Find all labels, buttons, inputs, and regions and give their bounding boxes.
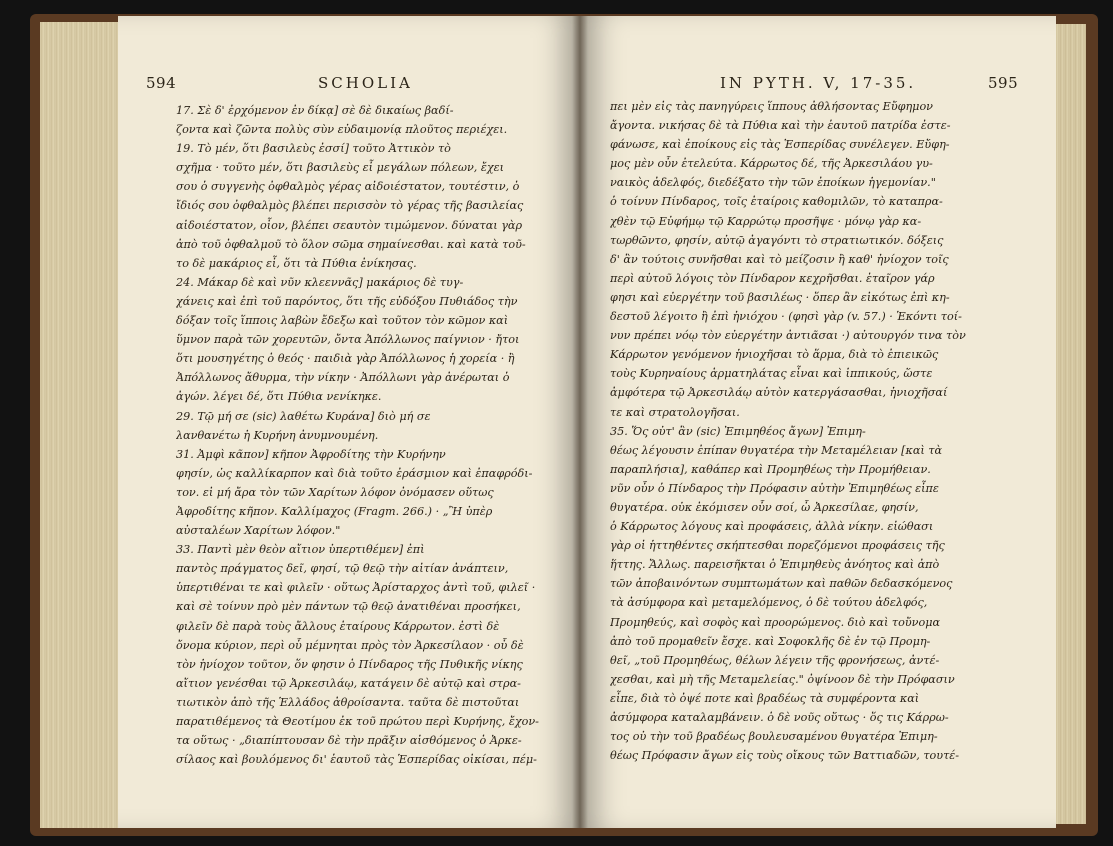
text-line: φησίν, ὡς καλλίκαρπον καὶ διὰ τοῦτο ἐράσμιον καὶ ἐπαφρόδι-	[176, 466, 533, 480]
text-line: ὅτι μουσηγέτης ὁ θεός · παιδιὰ γὰρ Ἀπόλλωνος ἡ χορεία · ἢ	[176, 352, 515, 366]
text-line: γὰρ οἱ ἡττηθέντες σκήπτεσθαι πορεζόμενοι προφάσεις τῆς	[610, 539, 945, 553]
page-edges-left	[40, 22, 122, 828]
text-line: παραπλήσια], καθάπερ καὶ Προμηθέως τὴν Προμήθειαν.	[610, 462, 931, 476]
text-line: πει μὲν εἰς τὰς πανηγύρεις ἵππους ἀθλήσοντας Εὔφημον	[610, 100, 933, 113]
text-line: ζοντα καὶ ζῶντα πολὺς σὺν εὐδαιμονίᾳ πλοῦτος περιέχει.	[176, 123, 508, 137]
text-line: θεῖ, „τοῦ Προμηθέως, θέλων λέγειν τῆς φρονήσεως, ἀντέ-	[610, 653, 940, 667]
text-line: φιλεῖν δὲ παρὰ τοὺς ἄλλους ἑταίρους Κάρρωτον. ἐστὶ δὲ	[176, 619, 500, 633]
text-line: αἰδοιέστατον, οἷον, βλέπει σεαυτὸν τιμώμενον. δύναται γὰρ	[176, 218, 523, 232]
text-line: Κάρρωτον γενόμενον ἡνιοχῆσαι τὸ ἅρμα, διὰ τὸ ἐπιεικῶς	[610, 348, 939, 362]
text-line: ὁ τοίνυν Πίνδαρος, τοῖς ἑταίροις καθομιλῶν, τὸ καταπρα-	[610, 195, 943, 209]
right-page	[580, 16, 1056, 828]
text-line: τὸν ἡνίοχον τοῦτον, ὅν φησιν ὁ Πίνδαρος τῆς Πυθικῆς νίκης	[176, 657, 523, 671]
text-line: 33. Παντὶ μὲν θεὸν αἴτιον ὑπερτιθέμεν] ἐπὶ	[176, 543, 425, 557]
text-line: παρατιθέμενος τὰ Θεοτίμου ἐκ τοῦ πρώτου περὶ Κυρήνης, ἔχον-	[176, 715, 539, 728]
right-page-number: 595	[988, 74, 1019, 92]
text-line: 24. Μάκαρ δὲ καὶ νῦν κλεεννᾶς] μακάριος δὲ τυγ-	[176, 275, 464, 289]
book-gutter	[572, 16, 588, 828]
text-line: θέως λέγουσιν ἐπίπαν θυγατέρα τὴν Μεταμέλειαν [καὶ τὰ	[610, 443, 943, 457]
left-page-number: 594	[146, 74, 177, 92]
text-line: 17. Σὲ δ' ἐρχόμενον ἐν δίκᾳ] σὲ δὲ δικαίως βαδί-	[176, 104, 454, 117]
text-line: χάνεις καὶ ἐπὶ τοῦ παρόντος, ὅτι τῆς εὐδόξου Πυθιάδος τὴν	[176, 294, 518, 308]
text-line: ἀπὸ τοῦ ὀφθαλμοῦ τὸ ὅλον σῶμα σημαίνεσθαι. καὶ κατὰ τοῦ-	[176, 237, 526, 251]
page-edges-right	[1054, 24, 1086, 824]
text-line: δόξαν τοῖς ἵπποις λαβὼν ἔδεξω καὶ τοῦτον τὸν κῶμον καὶ	[176, 314, 509, 328]
text-line: νῦν οὖν ὁ Πίνδαρος τὴν Πρόφασιν αὐτὴν Ἐπιμηθέως εἶπε	[610, 481, 939, 495]
left-running-title: SCHOLIA	[318, 74, 413, 92]
left-page-text	[176, 101, 568, 769]
text-line: τῶν ἀποβαινόντων συμπτωμάτων καὶ παθῶν δεδασκόμενος	[610, 577, 953, 591]
text-line: το δὲ μακάριος εἶ, ὅτι τὰ Πύθια ἐνίκησας.	[176, 256, 417, 270]
text-line: θυγατέρα. οὐκ ἐκόμισεν οὖν σοί, ὦ Ἀρκεσίλαε, φησίν,	[610, 500, 919, 514]
text-line: αἴτιον γενέσθαι τῷ Ἀρκεσιλάῳ, κατάγειν δὲ αὐτῷ καὶ στρα-	[176, 676, 521, 690]
text-line: δ' ἂν τούτοις συνῆσθαι καὶ τὸ μείζοσιν ἢ καθ' ἡνίοχον τοῖς	[610, 252, 949, 266]
text-line: ἥττης. Ἄλλως. παρεισῆκται ὁ Ἐπιμηθεὺς ἀνόητος καὶ ἀπὸ	[610, 558, 940, 572]
text-line: ὑπερτιθέναι τε καὶ φιλεῖν · οὕτως Ἀρίσταρχος ἀντὶ τοῦ, φιλεῖ ·	[176, 581, 536, 595]
text-line: χεσθαι, καὶ μὴ τῆς Μεταμελείας." ὀψίνοον δὲ τὴν Πρόφασιν	[610, 672, 955, 686]
text-line: παντὸς πράγματος δεῖ, φησί, τῷ θεῷ τὴν αἰτίαν ἀνάπτειν,	[176, 562, 509, 576]
text-line: ἀγών. λέγει δέ, ὅτι Πύθια νενίκηκε.	[176, 390, 382, 404]
right-running-title: IN PYTH. V, 17-35.	[720, 74, 917, 92]
text-line: τε καὶ στρατολογῆσαι.	[610, 405, 740, 419]
text-line: ἀμφότερα τῷ Ἀρκεσιλάῳ αὐτὸν κατεργάσασθαι, ἡνιοχῆσαί	[610, 386, 948, 400]
text-line: τον. εἰ μή ἄρα τὸν τῶν Χαρίτων λόφον ὀνόμασεν οὕτως	[176, 485, 494, 499]
text-line: ὕμνον παρὰ τῶν χορευτῶν, ὄντα Ἀπόλλωνος παίγνιον · ἤτοι	[176, 333, 520, 347]
text-line: ὁ Κάρρωτος λόγους καὶ προφάσεις, ἀλλὰ νίκην. εἰώθασι	[610, 520, 934, 534]
text-line: περὶ αὐτοῦ λόγοις τὸν Πίνδαρον κεχρῆσθαι. ἑταῖρον γάρ	[610, 271, 935, 285]
text-line: 29. Τῷ μή σε (sic) λαθέτω Κυράνα] διὸ μή σε	[176, 409, 431, 423]
text-line: ναικὸς ἀδελφός, διεδέξατο τὴν τῶν ἐποίκων ἡγεμονίαν."	[610, 176, 936, 190]
text-line: τωρθῶντο, φησίν, αὐτῷ ἀγαγόντι τὸ στρατιωτικόν. δόξεις	[610, 233, 944, 247]
text-line: ὄνομα κύριον, περὶ οὗ μέμνηται πρὸς τὸν Ἀρκεσίλαον · οὗ δὲ	[176, 638, 524, 652]
text-line: σχῆμα · τοῦτο μέν, ὅτι βασιλεὺς εἶ μεγάλων πόλεων, ἔχει	[176, 161, 505, 175]
text-line: φησι καὶ εὐεργέτην τοῦ βασιλέως · ὅπερ ἂν εἰκότως ἐπὶ κη-	[610, 290, 950, 304]
text-line: Προμηθεύς, καὶ σοφὸς καὶ προορώμενος. διὸ καὶ τοὔνομα	[610, 615, 941, 629]
text-line: ἀπὸ τοῦ προμαθεῖν ἔσχε. καὶ Σοφοκλῆς δὲ ἐν τῷ Προμη-	[610, 634, 931, 648]
right-page-text	[610, 97, 1028, 765]
text-line: ἀσύμφορα καταλαμβάνειν. ὁ δὲ νοῦς οὕτως · ὅς τις Κάρρω-	[610, 711, 949, 724]
text-line: τιωτικὸν ἀπὸ τῆς Ἑλλάδος ἀθροίσαντα. ταῦτα δὲ πιστοῦται	[176, 695, 520, 709]
text-line: δεστοῦ λέγοιτο ἢ ἐπὶ ἡνιόχου · (φησὶ γὰρ (v. 57.) · Ἑκόντι τοί-	[610, 310, 962, 324]
text-line: μος μὲν οὖν ἐτελεύτα. Κάρρωτος δέ, τῆς Ἀρκεσιλάου γυ-	[610, 157, 933, 171]
text-line: τὰ ἀσύμφορα καὶ μεταμελόμενος, ὁ δὲ τούτου ἀδελφός,	[610, 596, 928, 610]
text-line: καὶ σὲ τοίνυν πρὸ μὲν πάντων τῷ θεῷ ἀνατιθέναι προσήκει,	[176, 600, 521, 614]
text-line: ἄγοντα. νικήσας δὲ τὰ Πύθια καὶ τὴν ἑαυτοῦ πατρίδα ἐστε-	[610, 119, 951, 133]
text-line: 35. Ὅς οὐτ' ἂν (sic) Ἐπιμηθέος ἄγων] Ἐπιμη-	[610, 424, 866, 438]
text-line: τοὺς Κυρηναίους ἁρματηλάτας εἶναι καὶ ἱππικούς, ὥστε	[610, 367, 933, 381]
text-line: τα οὕτως · „διαπίπτουσαν δὲ τὴν πρᾶξιν αἰσθόμενος ὁ Ἀρκε-	[176, 734, 522, 748]
text-line: φάνωσε, καὶ ἐποίκους εἰς τὰς Ἑσπερίδας συνέλεγεν. Εὔφη-	[610, 138, 950, 152]
text-line: Ἀπόλλωνος ἄθυρμα, τὴν νίκην · Ἀπόλλωνι γὰρ ἀνέρωται ὁ	[176, 371, 510, 385]
text-line: θέως Πρόφασιν ἄγων εἰς τοὺς οἴκους τῶν Βαττιαδῶν, τουτέ-	[610, 749, 960, 763]
text-line: τος οὐ τὴν τοῦ βραδέως βουλευσαμένου θυγατέρα Ἐπιμη-	[610, 730, 938, 744]
text-line: σου ὁ συγγενὴς ὀφθαλμὸς γέρας αἰδοιέστατον, τουτέστιν, ὁ	[176, 180, 520, 194]
text-line: 31. Ἀμφὶ κᾶπον] κῆπον Ἀφροδίτης τὴν Κυρήνην	[176, 447, 446, 461]
text-line: αὐσταλέων Χαρίτων λόφον."	[176, 524, 341, 538]
text-line: ἴδιός σου ὀφθαλμὸς βλέπει περισσὸν τὸ γέρας τῆς βασιλείας	[176, 199, 524, 213]
left-page	[118, 16, 580, 828]
text-line: νυν πρέπει νόῳ τὸν εὐεργέτην ἀντιᾶσαι ·) αὐτουργόν τινα τὸν	[610, 329, 966, 343]
text-line: εἶπε, διὰ τὸ ὀψέ ποτε καὶ βραδέως τὰ συμφέροντα καὶ	[610, 691, 920, 705]
text-line: 19. Τὸ μέν, ὅτι βασιλεὺς ἐσσί] τοῦτο Ἀττικὸν τὸ	[176, 142, 451, 156]
text-line: σίλαος καὶ βουλόμενος δι' ἑαυτοῦ τὰς Ἑσπερίδας οἰκίσαι, πέμ-	[176, 753, 537, 767]
text-line: λανθανέτω ἡ Κυρήνη ἀνυμνουμένη.	[176, 428, 379, 442]
text-line: χθὲν τῷ Εὐφήμῳ τῷ Καρρώτῳ προσῆψε · μόνῳ γὰρ κα-	[610, 214, 922, 228]
text-line: Ἀφροδίτης κῆπον. Καλλίμαχος (Fragm. 266.) · „Ἢ ὑπὲρ	[176, 504, 493, 518]
